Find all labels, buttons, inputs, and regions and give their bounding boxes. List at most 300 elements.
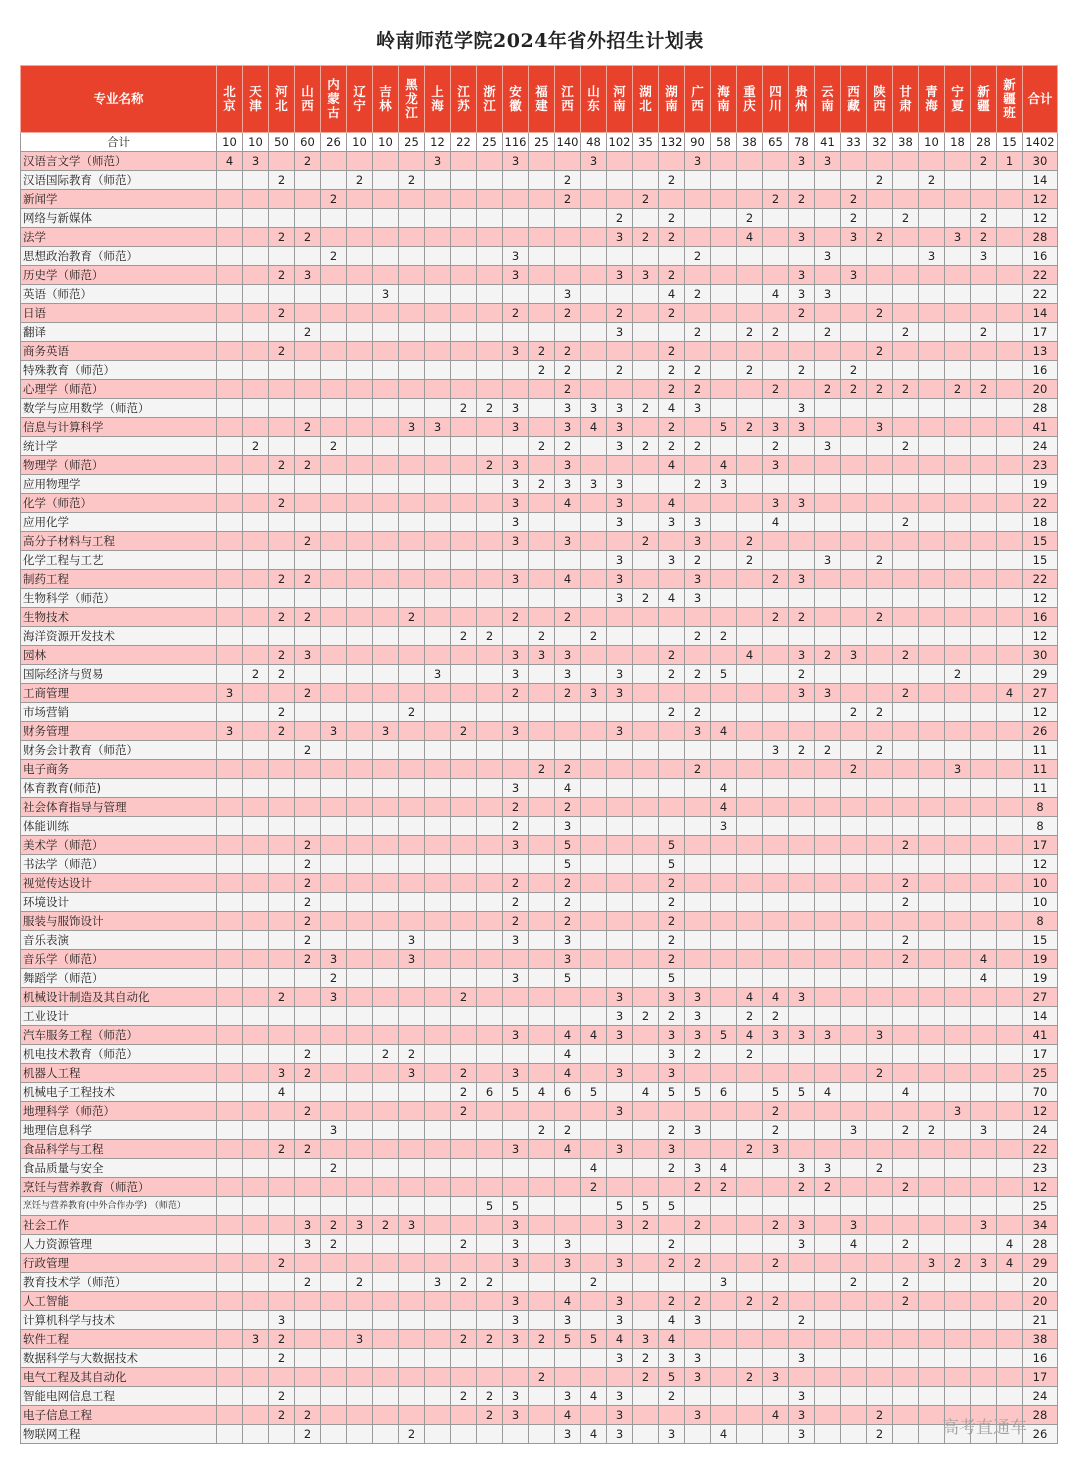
quota-cell: 2: [659, 1235, 685, 1254]
quota-cell: 2: [503, 304, 529, 323]
quota-cell: 3: [607, 1102, 633, 1121]
quota-cell: [815, 665, 841, 684]
quota-cell: [945, 798, 971, 817]
quota-cell: 3: [555, 285, 581, 304]
quota-cell: [763, 475, 789, 494]
quota-cell: [451, 1045, 477, 1064]
quota-cell: 3: [659, 1045, 685, 1064]
header-province: 新 疆: [971, 66, 997, 133]
quota-cell: 3: [815, 1159, 841, 1178]
quota-cell: [373, 1368, 399, 1387]
quota-cell: [581, 893, 607, 912]
quota-cell: [295, 551, 321, 570]
quota-cell: [425, 931, 451, 950]
quota-cell: 2: [685, 437, 711, 456]
quota-cell: [971, 1349, 997, 1368]
quota-cell: [919, 855, 945, 874]
quota-cell: [373, 494, 399, 513]
quota-cell: 2: [867, 1159, 893, 1178]
quota-cell: [971, 513, 997, 532]
quota-cell: 2: [555, 608, 581, 627]
quota-cell: [399, 437, 425, 456]
quota-cell: [997, 1273, 1023, 1292]
quota-cell: 2: [555, 171, 581, 190]
quota-cell: [997, 931, 1023, 950]
quota-cell: 2: [685, 551, 711, 570]
quota-cell: [503, 437, 529, 456]
quota-cell: 5: [659, 1197, 685, 1216]
quota-cell: 2: [451, 1102, 477, 1121]
quota-cell: 2: [685, 323, 711, 342]
quota-cell: [893, 741, 919, 760]
quota-cell: [997, 475, 1023, 494]
quota-cell: [373, 1349, 399, 1368]
quota-cell: [997, 266, 1023, 285]
quota-cell: [477, 741, 503, 760]
quota-cell: [581, 171, 607, 190]
header-province: 广 西: [685, 66, 711, 133]
quota-cell: [997, 874, 1023, 893]
quota-cell: [451, 1406, 477, 1425]
row-total: 14: [1023, 171, 1058, 190]
quota-cell: [581, 912, 607, 931]
quota-cell: [373, 817, 399, 836]
quota-cell: [815, 836, 841, 855]
quota-cell: 2: [867, 608, 893, 627]
quota-cell: [867, 1178, 893, 1197]
quota-cell: [217, 1349, 243, 1368]
quota-cell: [581, 1292, 607, 1311]
quota-cell: [217, 760, 243, 779]
quota-cell: [945, 1235, 971, 1254]
quota-cell: [269, 1121, 295, 1140]
quota-cell: [867, 817, 893, 836]
quota-cell: [789, 1102, 815, 1121]
quota-cell: 3: [503, 1330, 529, 1349]
quota-cell: [867, 893, 893, 912]
quota-cell: [789, 209, 815, 228]
quota-cell: 4: [555, 1140, 581, 1159]
quota-cell: [633, 513, 659, 532]
quota-cell: [919, 931, 945, 950]
quota-cell: [425, 798, 451, 817]
quota-cell: 2: [763, 1216, 789, 1235]
quota-cell: [945, 741, 971, 760]
quota-cell: [373, 1178, 399, 1197]
quota-cell: [321, 589, 347, 608]
quota-cell: [841, 969, 867, 988]
quota-cell: [737, 570, 763, 589]
major-name: 生物技术: [21, 608, 217, 627]
quota-cell: [295, 1311, 321, 1330]
quota-cell: [607, 190, 633, 209]
table-row: [21, 570, 1058, 589]
quota-cell: 3: [685, 1121, 711, 1140]
row-total: 41: [1023, 418, 1058, 437]
quota-cell: [685, 1235, 711, 1254]
quota-cell: [893, 1026, 919, 1045]
quota-cell: [451, 323, 477, 342]
quota-cell: 2: [867, 1064, 893, 1083]
quota-cell: [321, 855, 347, 874]
quota-cell: 2: [685, 760, 711, 779]
quota-cell: [607, 1121, 633, 1140]
quota-cell: [451, 760, 477, 779]
row-total: 19: [1023, 475, 1058, 494]
quota-cell: [347, 760, 373, 779]
quota-cell: [529, 1007, 555, 1026]
quota-cell: [321, 152, 347, 171]
quota-cell: [217, 171, 243, 190]
quota-cell: [945, 1159, 971, 1178]
quota-cell: [373, 152, 399, 171]
quota-cell: [347, 969, 373, 988]
row-total: 22: [1023, 285, 1058, 304]
quota-cell: [243, 1311, 269, 1330]
quota-cell: 2: [295, 893, 321, 912]
quota-cell: [945, 1349, 971, 1368]
quota-cell: 2: [971, 380, 997, 399]
quota-cell: [945, 551, 971, 570]
quota-cell: 2: [477, 399, 503, 418]
quota-cell: 2: [269, 570, 295, 589]
quota-cell: [841, 494, 867, 513]
quota-cell: [841, 513, 867, 532]
quota-cell: [321, 1083, 347, 1102]
quota-cell: [685, 494, 711, 513]
table-row: [21, 190, 1058, 209]
quota-cell: [841, 779, 867, 798]
quota-cell: [477, 665, 503, 684]
quota-cell: 5: [607, 1197, 633, 1216]
quota-cell: [321, 1197, 347, 1216]
quota-cell: 3: [607, 1292, 633, 1311]
quota-cell: [919, 209, 945, 228]
quota-cell: [919, 1216, 945, 1235]
quota-cell: [711, 1064, 737, 1083]
quota-cell: [477, 722, 503, 741]
quota-cell: [867, 912, 893, 931]
quota-cell: [581, 380, 607, 399]
quota-cell: [321, 228, 347, 247]
quota-cell: [529, 1178, 555, 1197]
quota-cell: [425, 1197, 451, 1216]
quota-cell: [477, 1026, 503, 1045]
quota-cell: [581, 950, 607, 969]
quota-cell: [555, 988, 581, 1007]
quota-cell: [373, 893, 399, 912]
quota-cell: [347, 228, 373, 247]
quota-cell: [451, 1178, 477, 1197]
quota-cell: [893, 399, 919, 418]
quota-cell: [503, 741, 529, 760]
quota-cell: [633, 779, 659, 798]
quota-cell: [217, 437, 243, 456]
quota-cell: [269, 532, 295, 551]
quota-cell: [919, 1007, 945, 1026]
quota-cell: [893, 152, 919, 171]
quota-cell: 4: [269, 1083, 295, 1102]
quota-cell: 3: [503, 399, 529, 418]
quota-cell: [399, 969, 425, 988]
quota-cell: [217, 627, 243, 646]
quota-cell: [685, 228, 711, 247]
quota-cell: 3: [971, 1216, 997, 1235]
header-province: 贵 州: [789, 66, 815, 133]
quota-cell: [737, 1102, 763, 1121]
quota-cell: [295, 1292, 321, 1311]
quota-cell: [295, 988, 321, 1007]
quota-cell: [815, 1140, 841, 1159]
quota-cell: [217, 228, 243, 247]
quota-cell: [997, 513, 1023, 532]
quota-cell: [815, 494, 841, 513]
quota-cell: [971, 760, 997, 779]
quota-cell: [659, 1273, 685, 1292]
quota-cell: [763, 798, 789, 817]
quota-cell: 2: [763, 323, 789, 342]
quota-cell: [997, 1064, 1023, 1083]
quota-cell: [373, 570, 399, 589]
quota-cell: 2: [269, 1387, 295, 1406]
quota-cell: [737, 342, 763, 361]
quota-cell: [971, 1235, 997, 1254]
quota-cell: 3: [321, 950, 347, 969]
quota-cell: [685, 969, 711, 988]
quota-cell: [477, 589, 503, 608]
quota-cell: [451, 361, 477, 380]
quota-cell: 2: [555, 190, 581, 209]
quota-cell: [347, 247, 373, 266]
quota-cell: [581, 1254, 607, 1273]
quota-cell: 3: [607, 323, 633, 342]
major-name: 财务会计教育（师范）: [21, 741, 217, 760]
quota-cell: [841, 874, 867, 893]
quota-cell: 3: [789, 684, 815, 703]
quota-cell: 2: [685, 285, 711, 304]
quota-cell: [295, 1178, 321, 1197]
quota-cell: [321, 1368, 347, 1387]
quota-cell: 3: [789, 570, 815, 589]
quota-cell: [243, 627, 269, 646]
quota-cell: [841, 437, 867, 456]
quota-cell: [217, 950, 243, 969]
quota-cell: [399, 646, 425, 665]
quota-cell: [269, 418, 295, 437]
quota-cell: [867, 1007, 893, 1026]
quota-cell: [841, 1007, 867, 1026]
major-name: 机械设计制造及其自动化: [21, 988, 217, 1007]
quota-cell: [581, 456, 607, 475]
quota-cell: 3: [945, 228, 971, 247]
quota-cell: [893, 798, 919, 817]
quota-cell: [997, 779, 1023, 798]
quota-cell: [321, 494, 347, 513]
quota-cell: [815, 798, 841, 817]
quota-cell: [217, 893, 243, 912]
quota-cell: [711, 247, 737, 266]
quota-cell: 3: [711, 475, 737, 494]
quota-cell: 3: [295, 266, 321, 285]
quota-cell: [971, 703, 997, 722]
quota-cell: [529, 1425, 555, 1444]
quota-cell: [347, 988, 373, 1007]
quota-cell: [269, 247, 295, 266]
quota-cell: [737, 1159, 763, 1178]
quota-cell: [529, 950, 555, 969]
quota-cell: [711, 855, 737, 874]
quota-cell: [581, 1406, 607, 1425]
quota-cell: [971, 190, 997, 209]
quota-cell: [347, 1406, 373, 1425]
quota-cell: [633, 665, 659, 684]
quota-cell: 2: [269, 988, 295, 1007]
quota-cell: [347, 665, 373, 684]
quota-cell: [503, 361, 529, 380]
quota-cell: [633, 874, 659, 893]
quota-cell: [633, 1178, 659, 1197]
quota-cell: [919, 1292, 945, 1311]
quota-cell: 2: [659, 418, 685, 437]
header-province: 北 京: [217, 66, 243, 133]
quota-cell: [321, 817, 347, 836]
quota-cell: 2: [373, 1045, 399, 1064]
quota-cell: [711, 1292, 737, 1311]
quota-cell: 2: [633, 190, 659, 209]
quota-cell: 3: [815, 152, 841, 171]
quota-cell: [789, 893, 815, 912]
quota-cell: [295, 171, 321, 190]
quota-cell: [529, 1254, 555, 1273]
quota-cell: 3: [815, 684, 841, 703]
quota-cell: [711, 703, 737, 722]
quota-cell: 2: [685, 1254, 711, 1273]
quota-cell: [841, 798, 867, 817]
quota-cell: 3: [789, 1026, 815, 1045]
quota-cell: [815, 513, 841, 532]
quota-cell: 2: [659, 874, 685, 893]
quota-cell: [997, 969, 1023, 988]
quota-cell: [477, 361, 503, 380]
row-total: 12: [1023, 627, 1058, 646]
quota-cell: 2: [581, 1273, 607, 1292]
quota-cell: [867, 399, 893, 418]
quota-cell: [399, 1007, 425, 1026]
quota-cell: 2: [685, 1045, 711, 1064]
quota-cell: [477, 1007, 503, 1026]
quota-cell: [477, 1368, 503, 1387]
quota-cell: [295, 304, 321, 323]
table-row: [21, 893, 1058, 912]
quota-cell: [971, 836, 997, 855]
table-row: [21, 532, 1058, 551]
quota-cell: [919, 1197, 945, 1216]
quota-cell: 2: [841, 190, 867, 209]
quota-cell: [217, 665, 243, 684]
quota-cell: 3: [789, 266, 815, 285]
quota-cell: [711, 285, 737, 304]
major-name: 教育技术学（师范）: [21, 1273, 217, 1292]
quota-cell: [295, 475, 321, 494]
major-name: 机电技术教育（师范）: [21, 1045, 217, 1064]
quota-cell: [607, 1178, 633, 1197]
quota-cell: [867, 1273, 893, 1292]
quota-cell: 2: [685, 247, 711, 266]
quota-cell: [945, 1368, 971, 1387]
quota-cell: [737, 1235, 763, 1254]
quota-cell: [945, 323, 971, 342]
quota-cell: [269, 1216, 295, 1235]
total-row-value: 28: [971, 133, 997, 152]
quota-cell: [451, 703, 477, 722]
quota-cell: [711, 1406, 737, 1425]
major-name: 市场营销: [21, 703, 217, 722]
quota-cell: 2: [243, 437, 269, 456]
quota-cell: [971, 1330, 997, 1349]
quota-cell: 3: [789, 1159, 815, 1178]
quota-cell: [919, 760, 945, 779]
quota-cell: 3: [555, 1235, 581, 1254]
quota-cell: [321, 551, 347, 570]
table-row: [21, 950, 1058, 969]
quota-cell: [243, 475, 269, 494]
quota-cell: [815, 703, 841, 722]
quota-cell: [529, 722, 555, 741]
quota-cell: [919, 475, 945, 494]
quota-cell: [685, 190, 711, 209]
quota-cell: [763, 304, 789, 323]
quota-cell: [711, 684, 737, 703]
header-province: 山 东: [581, 66, 607, 133]
quota-cell: [451, 475, 477, 494]
quota-cell: [425, 703, 451, 722]
quota-cell: [347, 1045, 373, 1064]
quota-cell: [763, 722, 789, 741]
quota-cell: [217, 798, 243, 817]
quota-cell: [893, 247, 919, 266]
quota-cell: [581, 361, 607, 380]
quota-cell: 4: [737, 988, 763, 1007]
quota-cell: [503, 627, 529, 646]
quota-cell: [607, 969, 633, 988]
quota-cell: 2: [321, 1216, 347, 1235]
quota-cell: 5: [659, 855, 685, 874]
quota-cell: [841, 836, 867, 855]
quota-cell: [659, 1406, 685, 1425]
quota-cell: [321, 912, 347, 931]
quota-cell: [867, 1140, 893, 1159]
quota-cell: [581, 437, 607, 456]
quota-cell: [399, 1273, 425, 1292]
quota-cell: 2: [269, 494, 295, 513]
quota-cell: [971, 855, 997, 874]
quota-cell: [399, 817, 425, 836]
quota-cell: 2: [321, 1235, 347, 1254]
quota-cell: [633, 323, 659, 342]
quota-cell: [815, 1406, 841, 1425]
quota-cell: [529, 684, 555, 703]
table-row: [21, 779, 1058, 798]
quota-cell: [529, 931, 555, 950]
quota-cell: [633, 1102, 659, 1121]
quota-cell: [529, 1216, 555, 1235]
quota-cell: [243, 1026, 269, 1045]
quota-cell: [893, 817, 919, 836]
quota-cell: [737, 1083, 763, 1102]
total-row-value: 50: [269, 133, 295, 152]
quota-cell: 4: [997, 684, 1023, 703]
quota-cell: [347, 1197, 373, 1216]
